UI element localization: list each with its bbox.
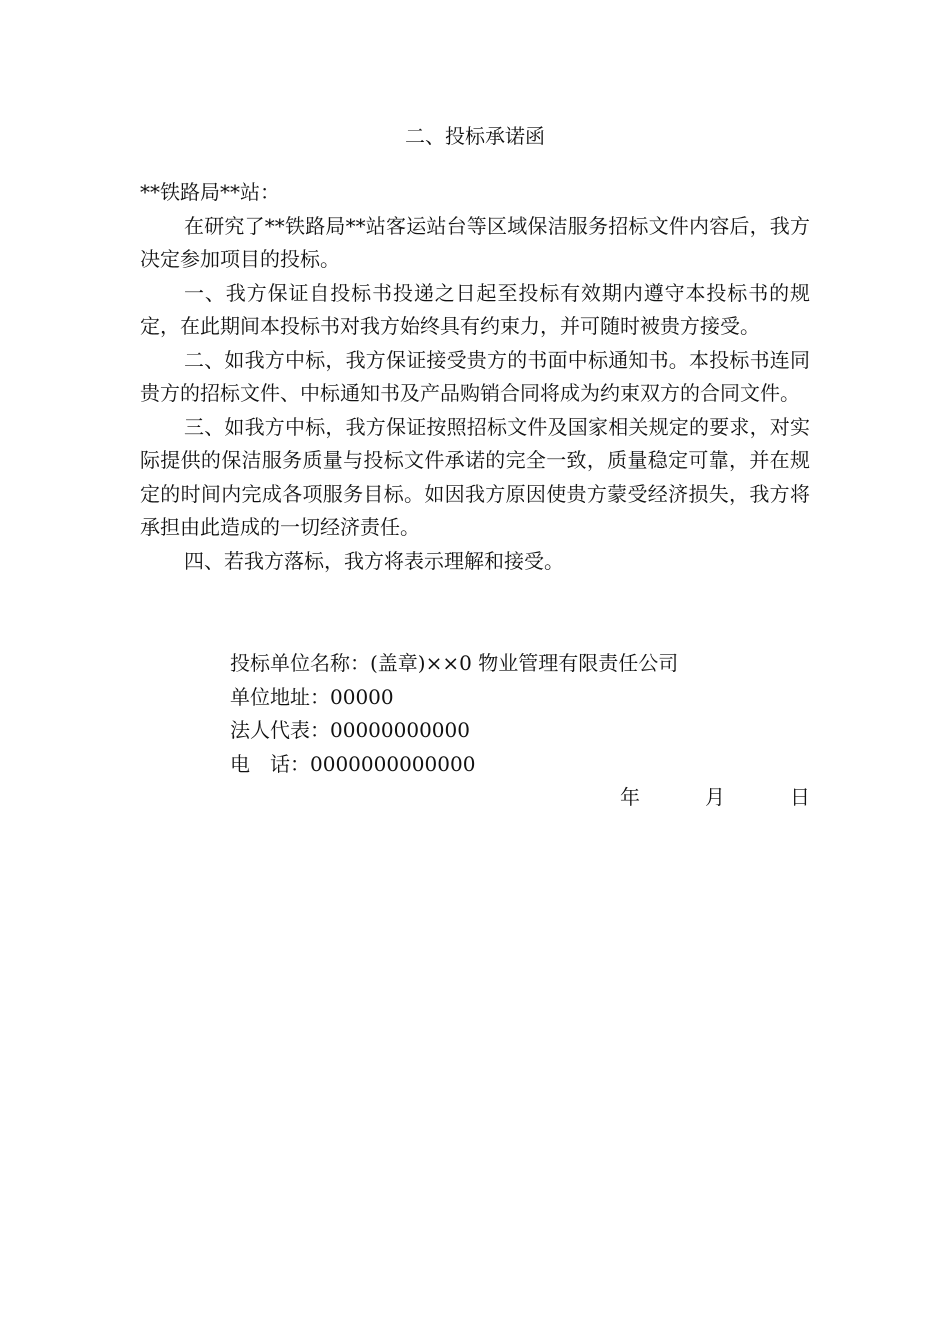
- date-month: 月: [705, 785, 725, 809]
- paragraph-clause-1: 一、我方保证自投标书投递之日起至投标有效期内遵守本投标书的规定，在此期间本投标书对我方始终具有约束力，并可随时被贵方接受。: [140, 280, 810, 338]
- phone-number: 电 话：0000000000000: [230, 751, 476, 776]
- document-title: 二、投标承诺函: [405, 124, 545, 148]
- salutation: **铁路局**站：: [140, 180, 280, 204]
- paragraph-clause-2: 二、如我方中标，我方保证接受贵方的书面中标通知书。本投标书连同贵方的招标文件、中标通知书及产品购销合同将成为约束双方的合同文件。: [140, 347, 810, 405]
- paragraph-clause-4: 四、若我方落标，我方将表示理解和接受。: [184, 548, 564, 573]
- paragraph-intro: 在研究了**铁路局**站客运站台等区域保洁服务招标文件内容后，我方决定参加项目的投标。: [140, 213, 810, 271]
- legal-representative: 法人代表：00000000000: [230, 718, 470, 742]
- bidder-info: [230, 647, 810, 781]
- bidder-name: 投标单位名称：(盖章)××0 物业管理有限责任公司: [230, 651, 679, 675]
- date-day: 日: [790, 785, 810, 809]
- paragraph-clause-3: 三、如我方中标，我方保证按照招标文件及国家相关规定的要求，对实际提供的保洁服务质量与投标文件承诺的完全一致，质量稳定可靠，并在规定的时间内完成各项服务目标。如因我方原因使贵方蒙受经济损失，我方将承担由此造成的一切经济责任。: [140, 414, 810, 539]
- date-line: [620, 781, 810, 815]
- date-year: 年: [620, 785, 640, 809]
- bidder-address: 单位地址：00000: [230, 684, 394, 709]
- letter-body: [140, 176, 810, 578]
